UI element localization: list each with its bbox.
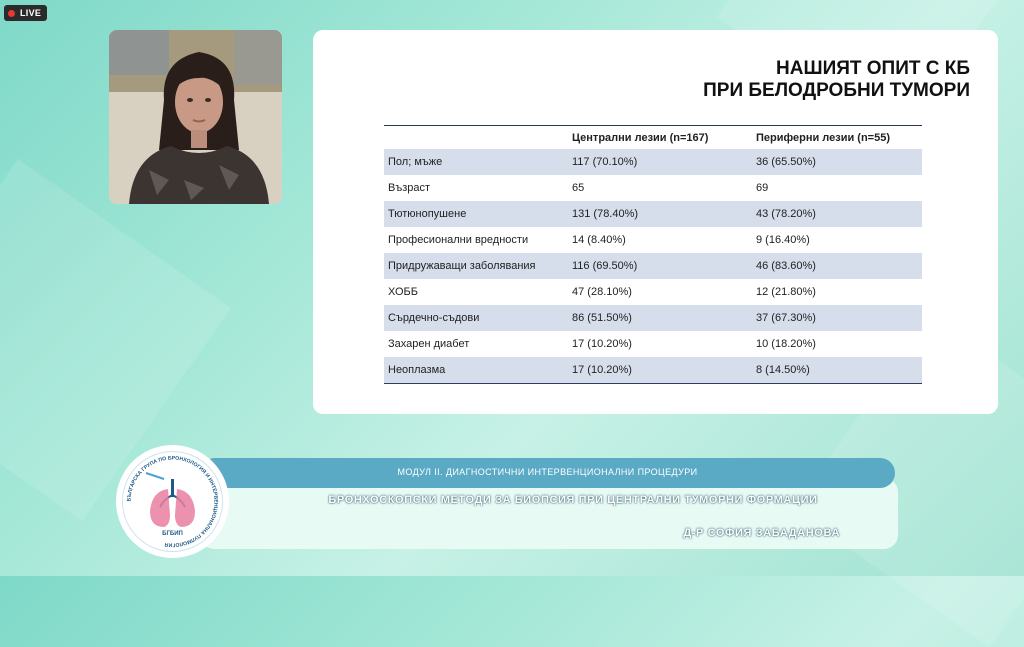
table-cell: Придружаващи заболявания	[384, 253, 568, 279]
logo-ring-text: БЪЛГАРСКА ГРУПА ПО БРОНХОЛОГИЯ И ИНТЕРВЕНЦИОНАЛНА ПУЛМОЛОГИЯ	[126, 455, 219, 548]
table-row	[384, 253, 922, 279]
table-cell: 17 (10.20%)	[572, 338, 632, 350]
table-cell: 131 (78.40%)	[568, 201, 752, 227]
table-cell: Тютюнопушене	[384, 201, 568, 227]
table-row	[384, 279, 922, 305]
live-label: LIVE	[20, 8, 42, 18]
speaker-name: Д-Р СОФИЯ ЗАБАДАНОВА	[683, 527, 840, 539]
table-row	[384, 175, 922, 201]
table-cell: Професионални вредности	[388, 234, 529, 246]
table-cell: 43 (78.20%)	[752, 201, 922, 227]
module-strip	[200, 458, 895, 488]
slide-title	[703, 58, 970, 102]
table-header-row	[384, 126, 922, 150]
table-cell: 36 (65.50%)	[752, 149, 922, 175]
table-row	[384, 331, 922, 357]
table-header-cell: Периферни лезии (n=55)	[756, 131, 890, 144]
table-cell: 69	[756, 182, 769, 194]
table-cell: 37 (67.30%)	[752, 305, 922, 331]
lungs-logo-icon	[116, 445, 229, 558]
table-row	[384, 227, 922, 253]
slide-title-line1: НАШИЯТ ОПИТ С КБ	[776, 58, 970, 79]
society-logo	[116, 445, 229, 558]
table-row	[384, 357, 922, 384]
table-cell: 47 (28.10%)	[572, 286, 632, 298]
presenter-image	[109, 30, 282, 204]
table-cell: 12 (21.80%)	[756, 286, 816, 298]
presenter-video[interactable]	[109, 30, 282, 204]
table-row	[384, 305, 922, 331]
table-cell: ХОББ	[388, 286, 418, 298]
logo-abbreviation: БГБИП	[162, 531, 183, 537]
table-cell: 46 (83.60%)	[752, 253, 922, 279]
table-cell: 8 (14.50%)	[752, 357, 922, 384]
table-cell: 10 (18.20%)	[756, 338, 816, 350]
table-cell: Неоплазма	[384, 357, 568, 384]
table-header-cell: Централни лезии (n=167)	[572, 131, 709, 144]
table-cell: 14 (8.40%)	[572, 234, 626, 246]
lecture-title: БРОНХОСКОПСКИ МЕТОДИ ЗА БИОПСИЯ ПРИ ЦЕНТРАЛНИ ТУМОРНИ ФОРМАЦИИ	[328, 494, 818, 506]
table-cell: Възраст	[388, 182, 431, 194]
table-header-cell	[384, 126, 568, 150]
comparison-table	[384, 125, 922, 384]
table-cell: 65	[572, 182, 585, 194]
table-cell: 86 (51.50%)	[568, 305, 752, 331]
table-cell: 17 (10.20%)	[568, 357, 752, 384]
table-cell: 117 (70.10%)	[568, 149, 752, 175]
module-label: МОДУЛ II. ДИАГНОСТИЧНИ ИНТЕРВЕНЦИОНАЛНИ ПРОЦЕДУРИ	[397, 467, 698, 477]
table-row	[384, 201, 922, 227]
table-cell: 116 (69.50%)	[568, 253, 752, 279]
table-cell: 9 (16.40%)	[756, 234, 810, 246]
slide-title-line2: ПРИ БЕЛОДРОБНИ ТУМОРИ	[703, 80, 970, 101]
live-dot-icon	[8, 10, 15, 17]
table-cell: Сърдечно-съдови	[384, 305, 568, 331]
table-row	[384, 149, 922, 175]
table-cell: Захарен диабет	[388, 338, 470, 350]
presentation-slide	[313, 30, 998, 414]
table-cell: Пол; мъже	[384, 149, 568, 175]
live-badge	[4, 5, 47, 21]
